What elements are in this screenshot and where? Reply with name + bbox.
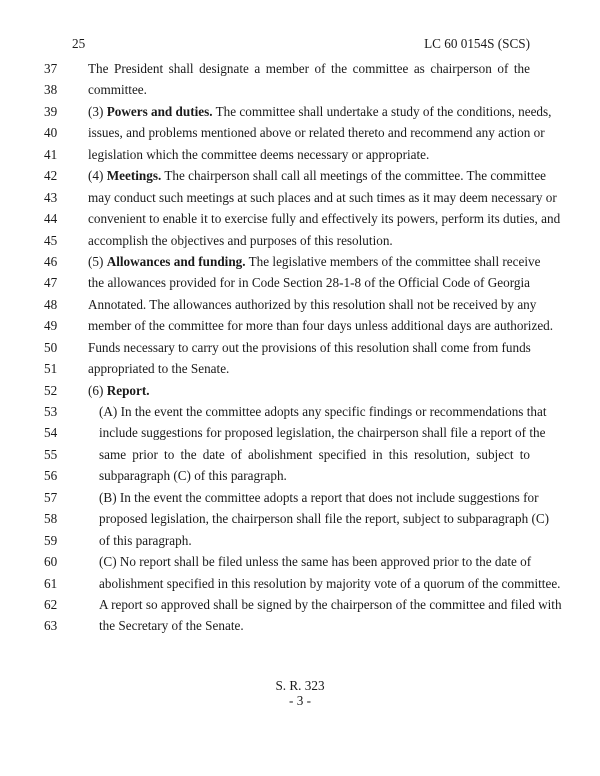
paragraph-number: (6) (88, 382, 107, 398)
line-body: the allowances provided for in Code Section 28-1-8 of the Official Code of Georgia (88, 275, 530, 291)
document-body (0, 60, 600, 639)
line-text (88, 60, 530, 78)
line-number: 62 (44, 596, 58, 612)
line-body: The chairperson shall call all meetings of the committee. The committee (161, 168, 547, 184)
line-body: subparagraph (C) of this paragraph. (99, 468, 287, 484)
document-line (0, 296, 600, 317)
line-text (99, 446, 530, 464)
document-line (0, 596, 600, 617)
header-document-code: LC 60 0154S (SCS) (424, 36, 530, 51)
document-line (0, 232, 600, 253)
line-text (99, 467, 530, 485)
document-line (0, 617, 600, 638)
document-line (0, 382, 600, 403)
line-text (88, 296, 537, 314)
line-body: Funds necessary to carry out the provisions of this resolution shall come from funds (88, 339, 531, 355)
line-text (88, 103, 552, 121)
line-text (88, 167, 547, 185)
line-text (99, 617, 530, 635)
line-text (88, 339, 530, 357)
line-body: member of the committee for more than four days unless additional days are authorized. (88, 318, 554, 334)
line-number: 63 (44, 618, 58, 634)
section-heading: Report. (106, 382, 150, 398)
line-body: The President shall designate a member of the committee as chairperson of the (88, 61, 530, 76)
document-line (0, 124, 600, 145)
line-body: may conduct such meetings at such places and at such times as it may deem necessary or (88, 189, 557, 205)
document-line (0, 81, 600, 102)
document-line (0, 446, 600, 467)
line-body: (B) In the event the committee adopts a report that does not include suggestions for (99, 489, 539, 505)
line-text (99, 403, 547, 421)
line-text (88, 189, 557, 207)
document-line (0, 424, 600, 445)
line-number: 45 (44, 232, 58, 248)
section-heading: Allowances and funding. (106, 253, 246, 269)
document-line (0, 167, 600, 188)
line-body: include suggestions for proposed legislation, the chairperson shall file a report of the (99, 425, 546, 441)
footer-bill-id: S. R. 323 (275, 678, 325, 693)
line-number: 38 (44, 82, 58, 98)
line-number: 55 (44, 446, 58, 462)
paragraph-number: (4) (88, 168, 107, 184)
document-line (0, 339, 600, 360)
document-line (0, 146, 600, 167)
line-body: abolishment specified in this resolution by majority vote of a quorum of the committee. (99, 575, 561, 591)
line-body: the Secretary of the Senate. (99, 618, 244, 634)
line-text (99, 575, 561, 593)
line-number: 59 (44, 532, 58, 548)
line-number: 43 (44, 189, 58, 205)
document-line (0, 403, 600, 424)
line-body: convenient to enable it to exercise fully and effectively its powers, perform its duties, and (88, 211, 561, 227)
line-body: The legislative members of the committee shall receive (245, 253, 541, 269)
paragraph-number: (5) (88, 253, 107, 269)
document-line (0, 553, 600, 574)
line-body: issues, and problems mentioned above or related thereto and recommend any action or (88, 125, 545, 141)
document-line (0, 210, 600, 231)
line-text (99, 510, 550, 528)
line-text (88, 382, 530, 400)
line-number: 60 (44, 554, 58, 570)
document-line (0, 532, 600, 553)
line-text (88, 210, 561, 228)
document-line (0, 360, 600, 381)
document-line (0, 274, 600, 295)
line-body: The committee shall undertake a study of the conditions, needs, (212, 103, 552, 119)
line-number: 56 (44, 468, 58, 484)
document-line (0, 103, 600, 124)
line-body: Annotated. The allowances authorized by this resolution shall not be received by any (88, 296, 537, 312)
line-body: proposed legislation, the chairperson shall file the report, subject to subparagraph (C) (99, 511, 550, 527)
line-number: 42 (44, 168, 58, 184)
line-number: 47 (44, 275, 58, 291)
document-line (0, 467, 600, 488)
document-line (0, 317, 600, 338)
line-text (88, 360, 530, 378)
line-body: (C) No report shall be filed unless the same has been approved prior to the date of (99, 554, 532, 570)
line-text (88, 232, 530, 250)
header-line-number: 25 (72, 36, 86, 51)
line-text (99, 596, 562, 614)
line-text (88, 317, 554, 335)
document-line (0, 575, 600, 596)
line-body: accomplish the objectives and purposes of this resolution. (88, 232, 393, 248)
document-line (0, 489, 600, 510)
paragraph-number: (3) (88, 103, 107, 119)
line-number: 52 (44, 382, 58, 398)
line-number: 53 (44, 404, 58, 419)
document-line (0, 253, 600, 274)
line-body: appropriated to the Senate. (88, 361, 230, 377)
line-body: committee. (88, 82, 147, 98)
line-number: 39 (44, 103, 58, 119)
line-text (99, 489, 539, 507)
line-text (88, 124, 545, 142)
line-body: (A) In the event the committee adopts any specific findings or recommendations that (99, 404, 547, 419)
section-heading: Powers and duties. (106, 103, 213, 119)
line-number: 51 (44, 361, 58, 377)
line-number: 46 (44, 253, 58, 269)
line-text (99, 553, 530, 571)
line-text (88, 146, 530, 164)
line-number: 44 (44, 211, 58, 227)
line-number: 57 (44, 489, 58, 505)
line-number: 49 (44, 318, 58, 334)
line-text (88, 253, 541, 271)
line-body: of this paragraph. (99, 532, 192, 548)
document-line (0, 510, 600, 531)
line-number: 50 (44, 339, 58, 355)
line-number: 41 (44, 146, 58, 162)
document-line (0, 60, 600, 81)
line-number: 58 (44, 511, 58, 527)
line-body: same prior to the date of abolishment specified in this resolution, subject to (99, 446, 530, 462)
footer-page-number: - 3 - (289, 693, 311, 708)
line-text (99, 532, 530, 550)
line-body: legislation which the committee deems necessary or appropriate. (88, 146, 430, 162)
section-heading: Meetings. (106, 168, 162, 184)
line-body: A report so approved shall be signed by the chairperson of the committee and filed with (99, 596, 562, 612)
document-line (0, 189, 600, 210)
line-number: 40 (44, 125, 58, 141)
line-number: 54 (44, 425, 58, 441)
line-text (99, 424, 546, 442)
line-text (88, 274, 530, 292)
line-number: 48 (44, 296, 58, 312)
line-number: 61 (44, 575, 58, 591)
line-text (88, 81, 530, 99)
line-number: 37 (44, 61, 58, 76)
